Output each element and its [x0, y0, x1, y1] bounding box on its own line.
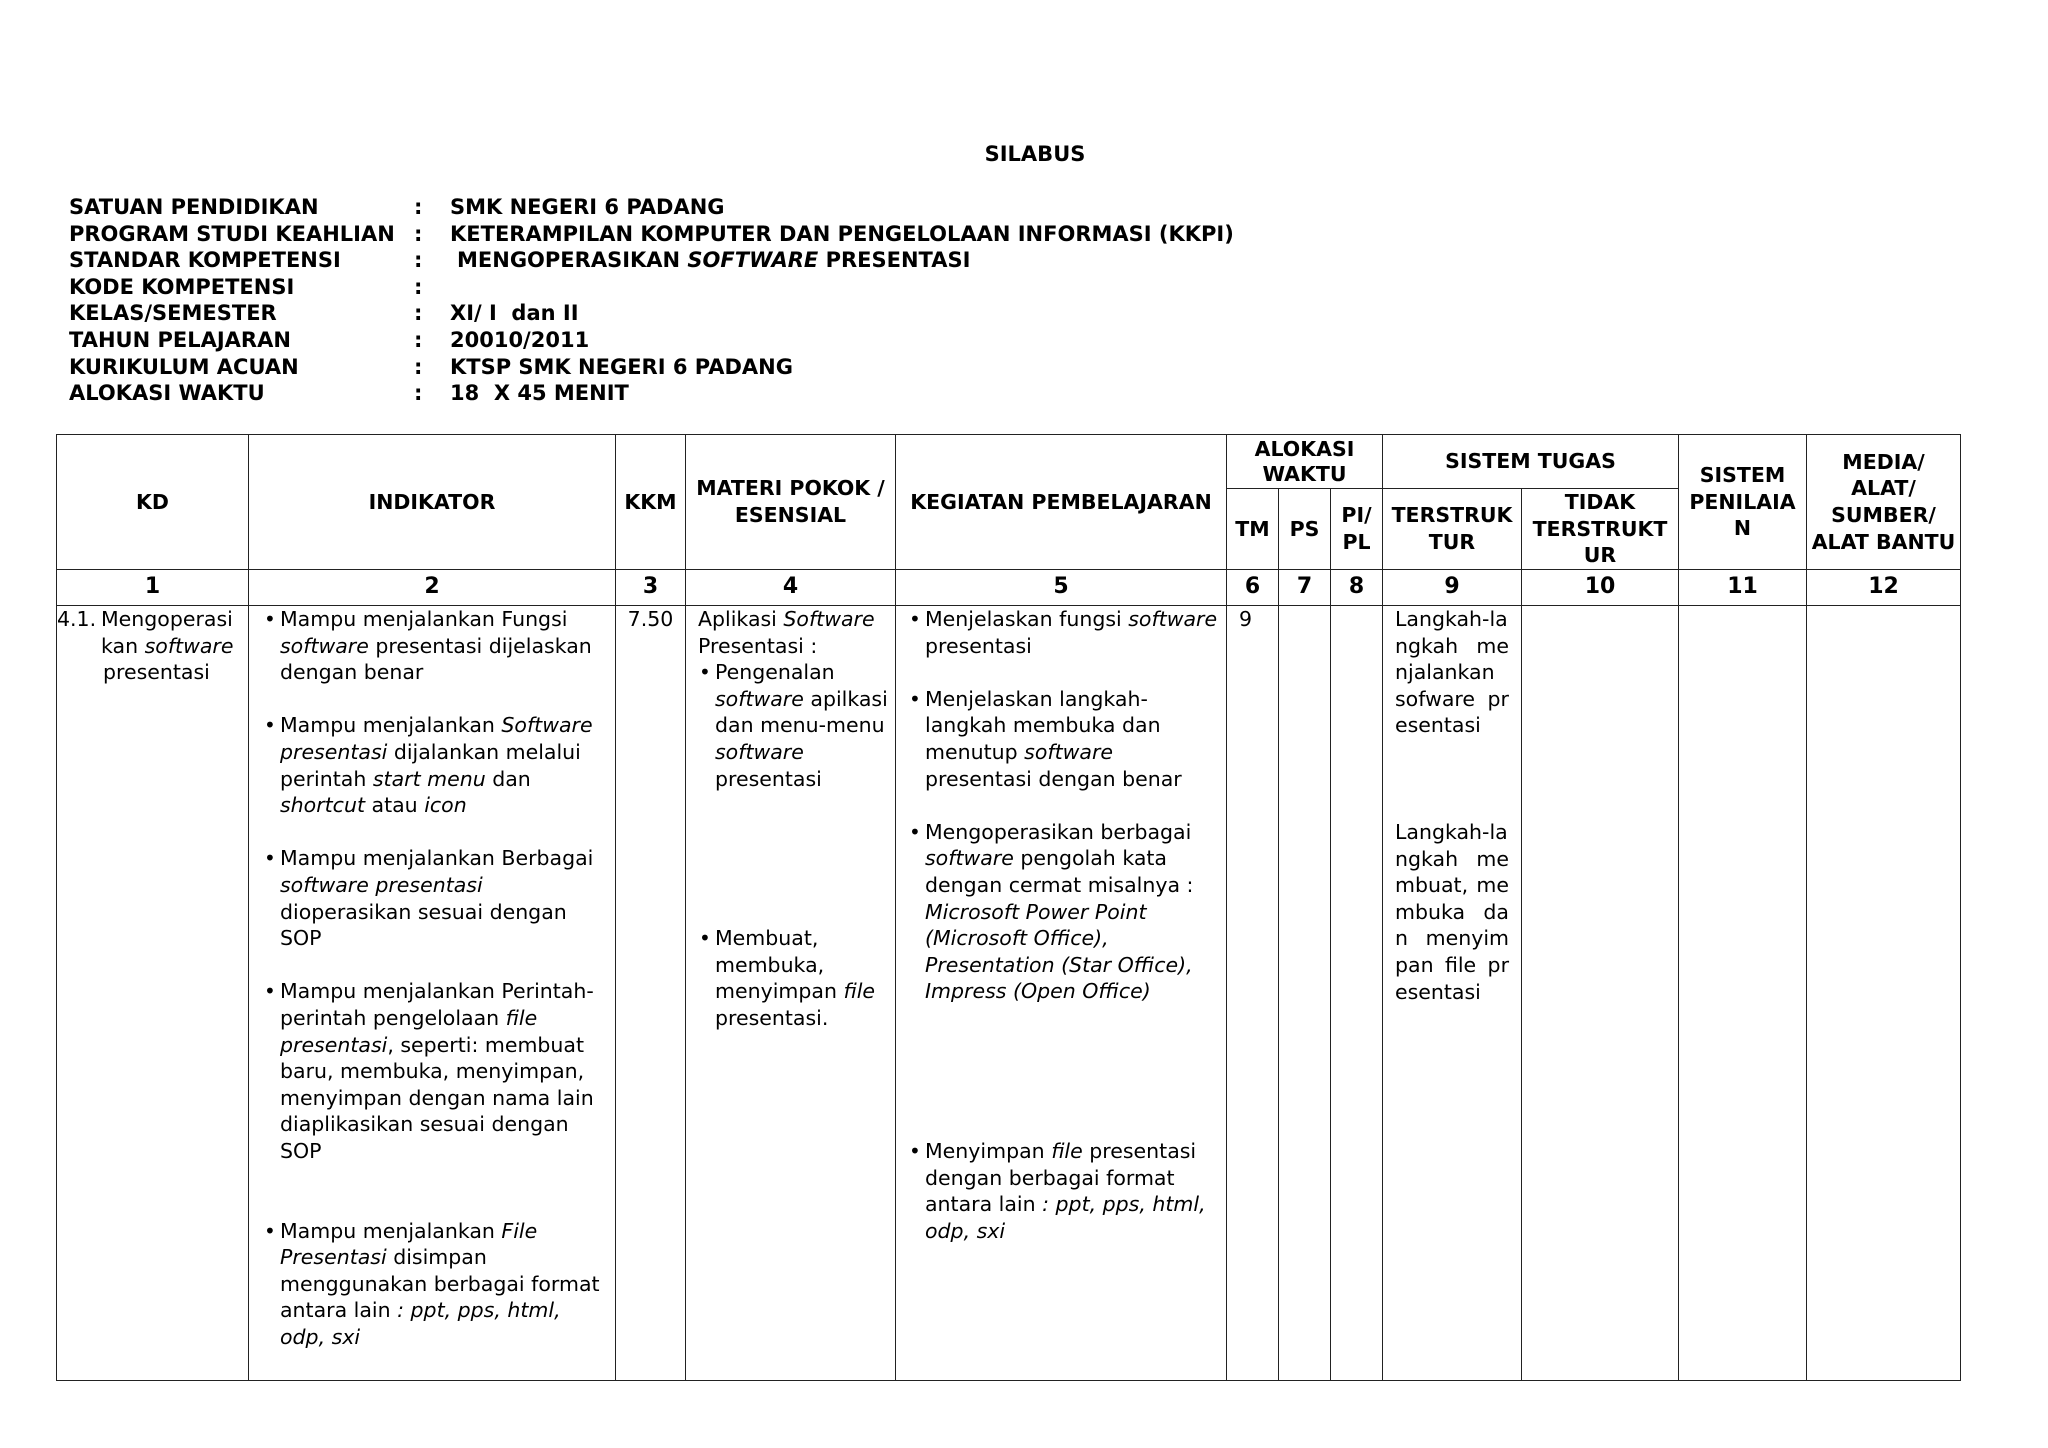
- header-row: [57, 435, 1961, 489]
- text-italic: icon: [424, 793, 467, 818]
- text-italic: software: [715, 686, 804, 711]
- list-item: [263, 606, 611, 686]
- header-line: N: [1733, 516, 1752, 541]
- column-number: 8: [1331, 570, 1383, 606]
- column-number: 11: [1679, 570, 1807, 606]
- text-part: Aplikasi: [698, 607, 784, 631]
- meta-colon: :: [414, 248, 423, 273]
- kegiatan-list: [908, 606, 1222, 1244]
- table-row: [57, 606, 1961, 1381]
- header-kd: KD: [57, 435, 249, 570]
- kd-line: presentasi: [103, 660, 210, 685]
- text-part: Mampu menjalankan: [280, 713, 502, 738]
- header-indikator: INDIKATOR: [249, 435, 616, 570]
- list-item: [698, 659, 891, 792]
- text-part: atau: [364, 793, 425, 818]
- text-part: dan: [485, 766, 531, 791]
- text-part: disimpan menggunakan berbagai format antara lain: [280, 1245, 600, 1323]
- meta-value: SMK NEGERI 6 PADANG: [450, 195, 725, 219]
- meta-value: XI/ I dan II: [450, 301, 579, 326]
- text-part: Pengenalan: [715, 660, 835, 685]
- text-italic: software: [715, 739, 804, 764]
- meta-label: STANDAR KOMPETENSI: [69, 248, 341, 273]
- text-part: presentasi: [925, 633, 1032, 658]
- text-italic: Software presentasi: [280, 713, 593, 764]
- meta-colon: :: [414, 354, 423, 379]
- materi-heading: [698, 606, 891, 659]
- text-part: dioperasikan sesuai dengan SOP: [280, 899, 567, 951]
- text-part: pengolah kata dengan cermat misalnya :: [925, 846, 1194, 897]
- meta-value-part: PRESENTASI: [818, 248, 971, 273]
- column-number: 6: [1227, 570, 1279, 606]
- header-line: MATERI POKOK /: [696, 476, 885, 501]
- list-item: [263, 1218, 611, 1351]
- header-media: [1807, 435, 1961, 570]
- header-sistem-tugas: SISTEM TUGAS: [1383, 435, 1679, 489]
- header-line: SUMBER/: [1831, 503, 1936, 527]
- meta-value: 18 X 45 MENIT: [450, 381, 629, 406]
- list-item: [698, 925, 891, 1031]
- text-part: presentasi dengan berbagai format antara lain: [925, 1138, 1197, 1217]
- column-number: 1: [57, 570, 249, 606]
- kd-text: kan: [101, 633, 145, 658]
- header-line: TERSTRUK: [1391, 503, 1513, 528]
- text-italic: File Presentasi: [280, 1218, 538, 1270]
- meta-value: [450, 247, 1234, 274]
- meta-colon: :: [414, 221, 423, 246]
- text-italic: shortcut: [280, 793, 365, 818]
- kd-line: [101, 633, 233, 660]
- header-line: PENILAIA: [1689, 489, 1796, 514]
- meta-row: [69, 221, 1234, 248]
- meta-value: KETERAMPILAN KOMPUTER DAN PENGELOLAAN INFORMASI (KKPI): [450, 221, 1234, 246]
- cell-indikator: [249, 606, 616, 1381]
- text-part: Mampu menjalankan Berbagai: [280, 846, 594, 871]
- header-pipl: [1331, 489, 1383, 570]
- cell-tm: 9: [1227, 606, 1279, 1381]
- text-italic: start menu: [372, 766, 486, 791]
- column-number-row: [57, 570, 1961, 606]
- meta-label: KODE KOMPETENSI: [69, 274, 295, 299]
- text-italic: file presentasi: [280, 1005, 538, 1057]
- meta-label: KURIKULUM ACUAN: [69, 354, 299, 379]
- meta-value-part: MENGOPERASIKAN: [457, 248, 688, 273]
- meta-row: [69, 380, 1234, 407]
- meta-label: ALOKASI WAKTU: [69, 381, 265, 406]
- terstruktur-text: Langkah-langkah membuat, membuka dan menyimpan file presentasi: [1395, 819, 1509, 1004]
- text-part: Menjelaskan fungsi: [925, 607, 1129, 631]
- header-line: ESENSIAL: [734, 503, 847, 527]
- cell-media: [1807, 606, 1961, 1381]
- meta-value: [450, 274, 1234, 301]
- header-line: SISTEM: [1699, 463, 1786, 488]
- document-meta: [69, 194, 1234, 407]
- text-part: Menjelaskan langkah-langkah membuka dan menutup: [925, 686, 1161, 764]
- header-line: TERSTRUKT: [1532, 516, 1668, 541]
- list-item: [908, 1138, 1222, 1244]
- meta-colon: :: [414, 381, 423, 406]
- text-italic: software: [1128, 607, 1218, 631]
- cell-tidak-terstruktur: [1522, 606, 1679, 1381]
- kd-number: 4.1.: [57, 607, 97, 631]
- column-number: 2: [249, 570, 616, 606]
- syllabus-table: [56, 434, 1961, 1381]
- column-number: 12: [1807, 570, 1961, 606]
- cell-pipl: [1331, 606, 1383, 1381]
- meta-label: PROGRAM STUDI KEAHLIAN: [69, 221, 395, 246]
- meta-row: [69, 247, 1234, 274]
- meta-row: [69, 194, 1234, 221]
- meta-value: 20010/2011: [450, 327, 590, 352]
- meta-row: [69, 274, 1234, 301]
- text-part: presentasi dijelaskan dengan benar: [280, 633, 592, 685]
- text-part: apilkasi dan menu-menu: [715, 686, 888, 738]
- text-part: Mampu menjalankan: [280, 1218, 502, 1243]
- meta-label: SATUAN PENDIDIKAN: [69, 195, 319, 219]
- column-number: 7: [1279, 570, 1331, 606]
- text-italic: software: [280, 633, 369, 658]
- text-part: Mampu menjalankan Perintah-perintah pengelolaan: [280, 979, 594, 1030]
- text-italic: Software: [783, 607, 875, 631]
- text-italic: file: [1051, 1138, 1083, 1163]
- text-italic: software: [1024, 739, 1113, 764]
- header-ps: PS: [1279, 489, 1331, 570]
- header-line: WAKTU: [1262, 461, 1347, 486]
- meta-row: [69, 354, 1234, 381]
- header-line: ALAT BANTU: [1811, 529, 1956, 554]
- text-part: Mampu menjalankan Fungsi: [280, 607, 568, 631]
- kd-title: [101, 606, 233, 686]
- text-part: , seperti: membuat baru, membuka, menyimpan, menyimpan dengan nama lain diaplikasikan sesuai dengan SOP: [280, 1032, 594, 1163]
- text-part: presentasi: [715, 766, 822, 791]
- text-part: presentasi.: [715, 1005, 829, 1030]
- header-alokasi: [1227, 435, 1383, 489]
- header-tidak-terstruktur: [1522, 489, 1679, 570]
- header-line: ALOKASI: [1254, 436, 1355, 461]
- text-italic: Microsoft Power Point (Microsoft Office), Presentation (Star Office), Impress (Open Office): [925, 899, 1193, 1004]
- kd-text-italic: software: [144, 633, 234, 658]
- meta-value-italic: SOFTWARE: [687, 248, 819, 273]
- text-italic: : ppt, pps, html, odp, sxi: [925, 1192, 1206, 1243]
- meta-label: TAHUN PELAJARAN: [69, 327, 291, 352]
- meta-colon: :: [414, 274, 423, 299]
- list-item: [908, 686, 1222, 792]
- header-kegiatan: KEGIATAN PEMBELAJARAN: [896, 435, 1227, 570]
- list-item: [263, 845, 611, 951]
- meta-colon: :: [414, 327, 423, 352]
- header-materi: [686, 435, 896, 570]
- cell-kd: [57, 606, 249, 1381]
- column-number: 4: [686, 570, 896, 606]
- text-part: Membuat, membuka, menyimpan: [715, 926, 844, 1004]
- text-part: dijalankan melalui perintah: [280, 739, 581, 791]
- cell-kegiatan: [896, 606, 1227, 1381]
- header-line: UR: [1583, 543, 1617, 568]
- meta-label: KELAS/SEMESTER: [69, 301, 277, 326]
- text-part: Presentasi :: [698, 633, 818, 658]
- header-line: PL: [1342, 530, 1371, 554]
- header-line: PI/: [1341, 503, 1372, 528]
- header-tm: TM: [1227, 489, 1279, 570]
- cell-materi: [686, 606, 896, 1381]
- cell-terstruktur: [1383, 606, 1522, 1381]
- meta-value: KTSP SMK NEGERI 6 PADANG: [450, 354, 793, 379]
- header-kkm: KKM: [616, 435, 686, 570]
- cell-ps: [1279, 606, 1331, 1381]
- meta-colon: :: [414, 195, 423, 219]
- list-item: [263, 978, 611, 1164]
- header-line: ALAT/: [1851, 476, 1916, 501]
- column-number: 5: [896, 570, 1227, 606]
- meta-colon: :: [414, 301, 423, 326]
- meta-row: [69, 327, 1234, 354]
- column-number: 10: [1522, 570, 1679, 606]
- header-sistem-penilaian: [1679, 435, 1807, 570]
- list-item: [263, 712, 611, 818]
- document-title: SILABUS: [984, 142, 1086, 166]
- header-terstruktur: [1383, 489, 1522, 570]
- column-number: 3: [616, 570, 686, 606]
- text-part: Menyimpan: [925, 1138, 1052, 1163]
- list-item: [908, 606, 1222, 659]
- text-part: presentasi dengan benar: [925, 766, 1182, 791]
- terstruktur-text: Langkah-langkah menjalankan sofware presentasi: [1395, 607, 1509, 738]
- text-part: Mengoperasikan berbagai: [925, 819, 1192, 844]
- indikator-list: [263, 606, 611, 1351]
- kd-line: Mengoperasi: [101, 607, 233, 631]
- header-line: TIDAK: [1564, 490, 1636, 515]
- header-line: TUR: [1428, 530, 1476, 554]
- materi-list: [698, 659, 891, 1031]
- column-number: 9: [1383, 570, 1522, 606]
- text-italic: software: [925, 846, 1014, 871]
- header-line: MEDIA/: [1842, 449, 1925, 474]
- cell-kkm: 7.50: [616, 606, 686, 1381]
- text-italic: file: [843, 979, 876, 1004]
- text-italic: software presentasi: [280, 872, 483, 897]
- meta-row: [69, 300, 1234, 327]
- cell-sistem-penilaian: [1679, 606, 1807, 1381]
- text-italic: : ppt, pps, html, odp, sxi: [280, 1298, 561, 1350]
- list-item: [908, 819, 1222, 1005]
